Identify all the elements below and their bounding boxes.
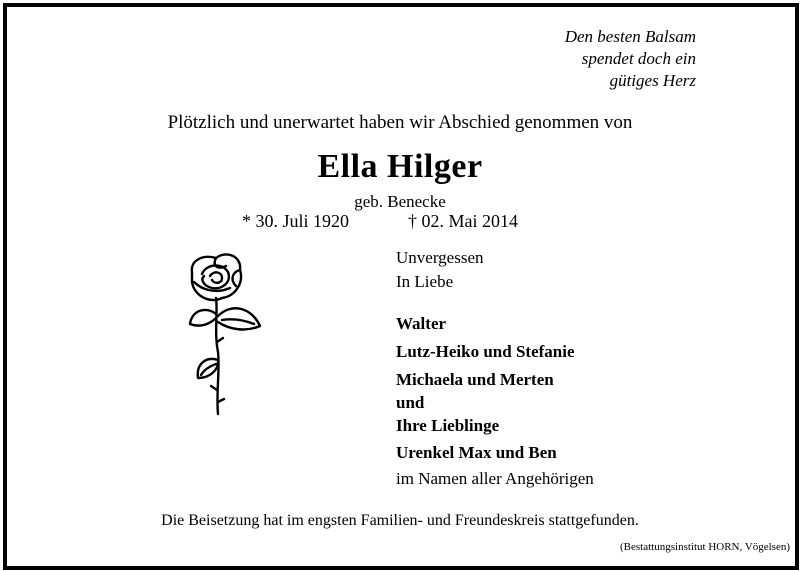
- mourner-line: Michaela und Merten: [396, 370, 554, 389]
- on-behalf-text: im Namen aller Angehörigen: [396, 469, 594, 488]
- mourner-line: und: [396, 393, 425, 412]
- funeral-home: (Bestattungsinstitut HORN, Vögelsen): [620, 541, 790, 553]
- deceased-name: Ella Hilger: [317, 148, 483, 185]
- mourner-line: Walter: [396, 314, 447, 333]
- quote-line-3: gütiges Herz: [609, 71, 696, 90]
- rose-icon: [182, 252, 272, 422]
- quote-line-2: spendet doch ein: [581, 49, 696, 68]
- mourner-line: Urenkel Max und Ben: [396, 443, 557, 462]
- mourner-line: Ihre Lieblinge: [396, 416, 500, 435]
- intro-text: Plötzlich und unerwartet haben wir Abschied genommen von: [167, 112, 633, 133]
- birth-date: * 30. Juli 1920: [242, 211, 350, 231]
- mourner-line: Lutz-Heiko und Stefanie: [396, 342, 575, 361]
- remembrance-line-2: In Liebe: [396, 272, 454, 291]
- death-date: † 02. Mai 2014: [408, 211, 518, 231]
- quote-line-1: Den besten Balsam: [564, 27, 696, 46]
- remembrance-line-1: Unvergessen: [396, 248, 484, 267]
- closing-text: Die Beisetzung hat im engsten Familien- und Freundeskreis stattgefunden.: [161, 512, 639, 529]
- maiden-name: geb. Benecke: [354, 192, 446, 211]
